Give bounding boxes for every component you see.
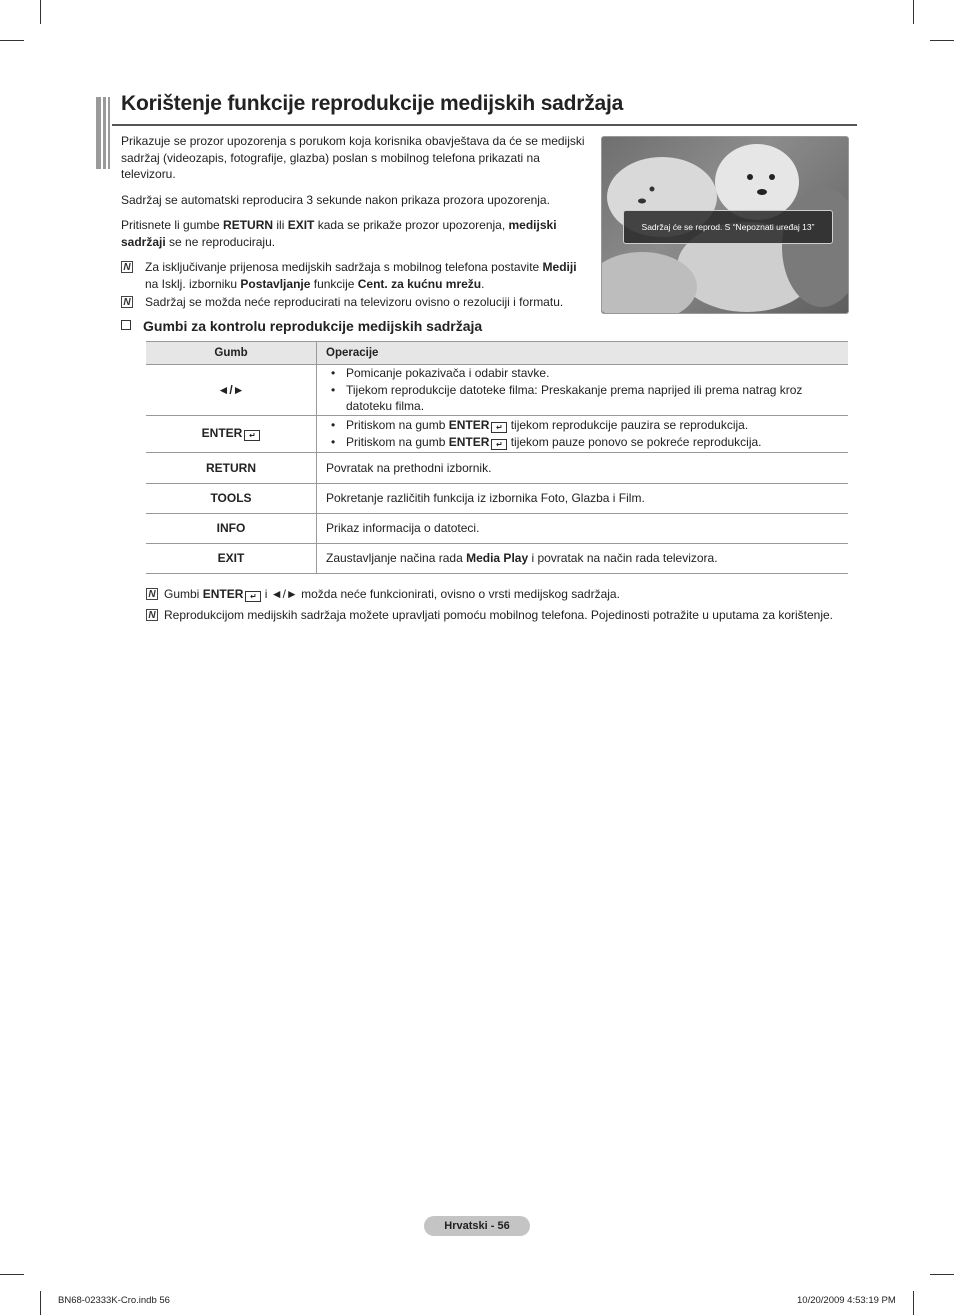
column-header-button: Gumb (146, 342, 317, 365)
checkbox-bullet-icon (121, 320, 131, 330)
page-number-badge: Hrvatski - 56 (424, 1216, 530, 1236)
button-cell: ENTER ↵ (146, 415, 317, 452)
note-icon: N (146, 588, 158, 600)
table-row (146, 415, 848, 452)
footer-file-info: BN68-02333K-Cro.indb 56 (58, 1295, 170, 1306)
section-heading: Gumbi za kontrolu reprodukcije medijskih sadržaja (121, 318, 482, 334)
bottom-notes (146, 586, 856, 628)
table-row (146, 365, 848, 416)
note-icon: N (146, 609, 158, 621)
operation-cell: Zaustavljanje načina rada Media Play i povratak na način rada televizora. (317, 543, 849, 573)
crop-mark (930, 40, 954, 41)
note: N Gumbi ENTER ↵ i ◄/► možda neće funkcionirati, ovisno o vrsti medijskog sadržaja. (146, 586, 856, 603)
controls-table (146, 341, 848, 574)
button-cell: INFO (146, 513, 317, 543)
table-row (146, 513, 848, 543)
enter-icon: ↵ (491, 422, 507, 433)
table-header-row (146, 342, 848, 365)
button-cell: ◄/► (146, 365, 317, 416)
operation-item: • Pritiskom na gumb ENTER ↵ tijekom reprodukcije pauzira se reprodukcija. (346, 417, 839, 434)
note: N Za isključivanje prijenosa medijskih sadržaja s mobilnog telefona postavite Mediji na Isklj. izborniku Postavljanje funkcije Cent. za kućnu mrežu. (121, 259, 589, 292)
crop-mark (0, 1274, 24, 1275)
enter-icon: ↵ (245, 591, 261, 602)
intro-text (121, 133, 589, 313)
warning-popup: Sadržaj će se reprod. S “Nepoznati uređaj 13” (623, 210, 833, 244)
note-icon: N (121, 261, 133, 273)
note: N Sadržaj se možda neće reproducirati na televizoru ovisno o rezoluciji i formatu. (121, 294, 589, 311)
page-title: Korištenje funkcije reprodukcije medijskih sadržaja (121, 92, 624, 115)
tv-screen-image (601, 136, 849, 314)
crop-mark (913, 0, 914, 24)
operation-item: • Pritiskom na gumb ENTER ↵ tijekom pauze ponovo se pokreće reprodukcija. (346, 434, 839, 451)
crop-mark (930, 1274, 954, 1275)
button-cell: EXIT (146, 543, 317, 573)
table-row (146, 483, 848, 513)
footer-timestamp: 10/20/2009 4:53:19 PM (797, 1295, 896, 1306)
enter-icon: ↵ (491, 439, 507, 450)
table-row (146, 452, 848, 483)
crop-mark (40, 0, 41, 24)
note-icon: N (121, 296, 133, 308)
operation-cell: Povratak na prethodni izbornik. (317, 452, 849, 483)
operation-item: • Tijekom reprodukcije datoteke filma: Preskakanje prema naprijed ili prema natrag kroz datoteku filma. (346, 382, 839, 415)
operation-item: • Pomicanje pokazivača i odabir stavke. (346, 365, 839, 382)
intro-paragraph: Prikazuje se prozor upozorenja s porukom koja korisnika obavještava da će se medijski sadržaj (videozapis, fotografije, glazba) poslan s mobilnog telefona prikazati na televizoru. (121, 134, 585, 181)
crop-mark (0, 40, 24, 41)
table-row (146, 543, 848, 573)
intro-paragraph: Sadržaj se automatski reproducira 3 sekunde nakon prikaza prozora upozorenja. (121, 192, 550, 207)
button-cell: TOOLS (146, 483, 317, 513)
intro-paragraph: Pritisnete li gumbe RETURN ili EXIT kada se prikaže prozor upozorenja, medijski sadržaji se ne reproduciraju. (121, 218, 557, 249)
crop-mark (913, 1291, 914, 1315)
operation-cell: Pokretanje različitih funkcija iz izbornika Foto, Glazba i Film. (317, 483, 849, 513)
crop-mark (40, 1291, 41, 1315)
operation-cell (317, 365, 849, 416)
enter-icon: ↵ (244, 430, 260, 441)
note: N Reprodukcijom medijskih sadržaja možete upravljati pomoću mobilnog telefona. Pojedinosti potražite u uputama za korištenje. (146, 607, 856, 624)
column-header-operations: Operacije (317, 342, 849, 365)
title-decoration (96, 97, 112, 169)
operation-cell (317, 415, 849, 452)
title-rule (112, 124, 857, 126)
operation-cell: Prikaz informacija o datoteci. (317, 513, 849, 543)
button-cell: RETURN (146, 452, 317, 483)
